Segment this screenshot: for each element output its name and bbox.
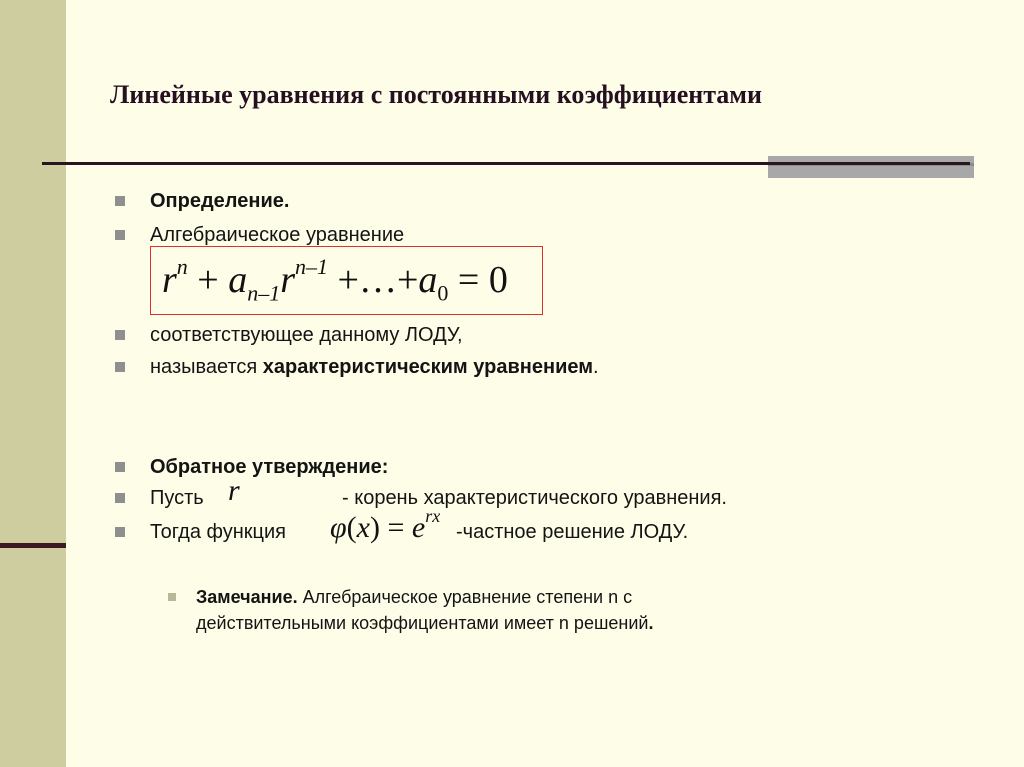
then-suffix: -частное решение ЛОДУ.	[456, 521, 689, 543]
equals-sign: =	[387, 511, 405, 544]
eq-a: a	[228, 259, 248, 301]
eq-sub-n-minus-1: n–1	[247, 280, 281, 306]
open-paren: (	[346, 511, 357, 544]
bullet-icon	[115, 462, 125, 472]
called-text	[150, 355, 599, 379]
e-base: e	[411, 511, 426, 544]
bullet-icon	[115, 527, 125, 537]
eq-zero: 0	[488, 259, 508, 301]
definition-heading: Определение.	[150, 190, 290, 212]
bullet-icon	[168, 593, 176, 601]
eq-power-n-minus-1: n–1	[295, 254, 329, 280]
eq-plus3: +	[396, 259, 419, 301]
bullet-icon	[115, 330, 125, 340]
title-rule	[42, 162, 970, 165]
solution-formula	[330, 506, 441, 545]
eq-sub-0: 0	[437, 280, 449, 306]
bullet-icon	[115, 493, 125, 503]
bullet-icon	[115, 362, 125, 372]
side-rule	[0, 543, 66, 548]
phi-symbol: φ	[330, 511, 347, 544]
close-paren: )	[369, 511, 380, 544]
bullet-icon	[115, 230, 125, 240]
converse-heading: Обратное утверждение:	[150, 456, 389, 478]
bullet-icon	[115, 196, 125, 206]
called-prefix: называется	[150, 356, 263, 378]
eq-plus: +	[197, 259, 219, 301]
slide-title: Линейные уравнения с постоянными коэффициентами	[110, 80, 762, 109]
remark-text	[196, 584, 756, 636]
then-prefix: Тогда функция	[150, 521, 287, 543]
x-var: x	[356, 511, 370, 544]
corresponding-text: соответствующее данному ЛОДУ,	[150, 324, 463, 346]
exponent-rx: rx	[425, 506, 441, 526]
side-band	[0, 0, 66, 767]
eq-r2: r	[280, 259, 296, 301]
eq-equals: =	[457, 259, 480, 301]
eq-plus2: +	[337, 259, 359, 301]
remark-body: Алгебраическое уравнение степени n с действительными коэффициентами имеет n решений	[196, 587, 649, 633]
root-symbol	[228, 474, 240, 508]
eq-power-n: n	[176, 254, 188, 280]
algebraic-equation-text: Алгебраическое уравнение	[150, 224, 405, 246]
remark-label: Замечание.	[196, 587, 298, 607]
characteristic-equation	[162, 254, 508, 307]
let-prefix: Пусть	[150, 487, 204, 509]
remark-end: .	[648, 613, 654, 633]
title-accent-bar	[768, 156, 974, 178]
called-suffix: .	[593, 356, 599, 378]
eq-r: r	[162, 259, 177, 301]
eq-a0: a	[418, 259, 438, 301]
eq-dots: …	[358, 259, 397, 301]
characteristic-equation-term: характеристическим уравнением	[262, 356, 594, 378]
root-r: r	[228, 474, 240, 507]
let-suffix: - корень характеристического уравнения.	[342, 487, 727, 509]
